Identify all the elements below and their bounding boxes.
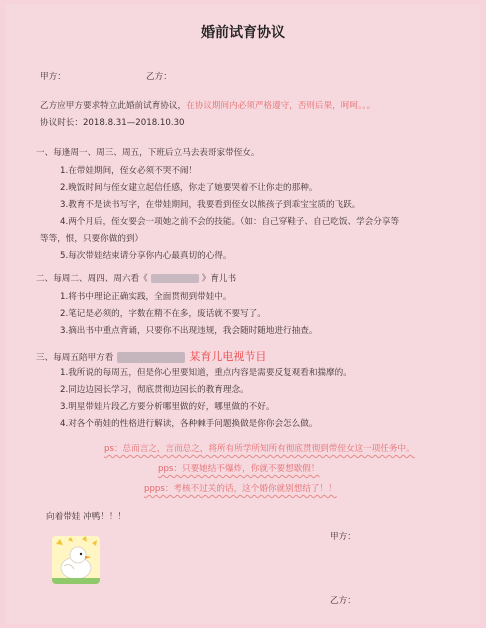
agreement-duration: 协议时长：2018.8.31—2018.10.30 — [40, 118, 185, 128]
section-2-heading-end: 》育儿书 — [201, 274, 237, 284]
section-1-item: 4.两个月后，侄女要会一项她之前不会的技能。（如：自己穿鞋子、自己吃饭、学会分享等 — [60, 217, 400, 227]
section-1-item: 2.晚饭时间与侄女建立起信任感，你走了她要哭着不让你走的那种。 — [60, 183, 318, 193]
section-1-item-continued: 等等，恨，只要你做的到） — [40, 234, 144, 244]
note-ps: ps：总而言之，言而总之，将所有所学所知所有彻底贯彻到带侄女这一项任务中。 — [104, 444, 415, 454]
intro-warning: 在协议期间内必须严格遵守，否则后果，呵呵。。。 — [186, 101, 376, 111]
section-2-item: 1.将书中理论正确实践，全面贯彻到带娃中。 — [60, 292, 232, 302]
section-1-item: 5.每次带娃结束请分享你内心最真切的心得。 — [60, 251, 232, 261]
redacted-book-title — [151, 274, 199, 283]
section-3-item: 2.同边边园长学习，彻底贯彻边园长的教育理念。 — [60, 385, 249, 395]
party-a-label: 甲方： — [40, 72, 66, 82]
note-ppps: ppps：考核不过关的话，这个婚你就别想结了！！ — [144, 484, 337, 494]
signature-party-b: 乙方： — [330, 596, 356, 606]
section-3-item: 3.明星带娃片段乙方要分析哪里做的好，哪里做的不好。 — [60, 402, 275, 412]
section-1-heading: 一、每逢周一、周三、周五，下班后立马去表哥家带侄女。 — [36, 148, 260, 158]
program-annotation: 某育儿电视节目 — [189, 350, 267, 363]
signature-party-a: 甲方： — [330, 532, 356, 542]
section-2-item: 3.摘出书中重点背诵，只要你不出现违规，我会随时随地进行抽查。 — [60, 326, 318, 336]
section-2-heading-start: 二、每周二、周四、周六看《 — [36, 274, 148, 284]
section-1-item: 3.教育不是读书写字，在带娃期间，我要看到侄女以熊孩子到乖宝宝质的飞跃。 — [60, 200, 361, 210]
closing-slogan: 向着带娃 冲鸭！！！ — [46, 512, 127, 522]
section-1-item: 1.在带娃期间，侄女必须不哭不闹！ — [60, 166, 198, 176]
note-pps: pps：只要她结不爆炸，你就不要想歇假！ — [158, 464, 320, 474]
party-b-label: 乙方： — [146, 72, 172, 82]
section-3-heading-text: 三、每周五陪甲方看 — [36, 353, 114, 363]
intro-line-1 — [40, 99, 375, 111]
duck-sticker-image — [52, 536, 100, 584]
redacted-program-name — [117, 352, 185, 363]
page-title: 婚前试育协议 — [201, 25, 285, 41]
section-3-item: 1.我所说的每周五，但是你心里要知道，重点内容是需要反复观看和揣摩的。 — [60, 368, 352, 378]
section-2-heading — [36, 272, 236, 284]
intro-text: 乙方应甲方要求特立此婚前试育协议， — [40, 101, 187, 111]
section-3-heading — [36, 348, 266, 364]
section-3-item: 4.对各个萌娃的性格进行解读，各种棘手问题换做是你你会怎么做。 — [60, 419, 318, 429]
section-2-item: 2.笔记是必须的，字数在精不在多，废话就不要写了。 — [60, 309, 266, 319]
